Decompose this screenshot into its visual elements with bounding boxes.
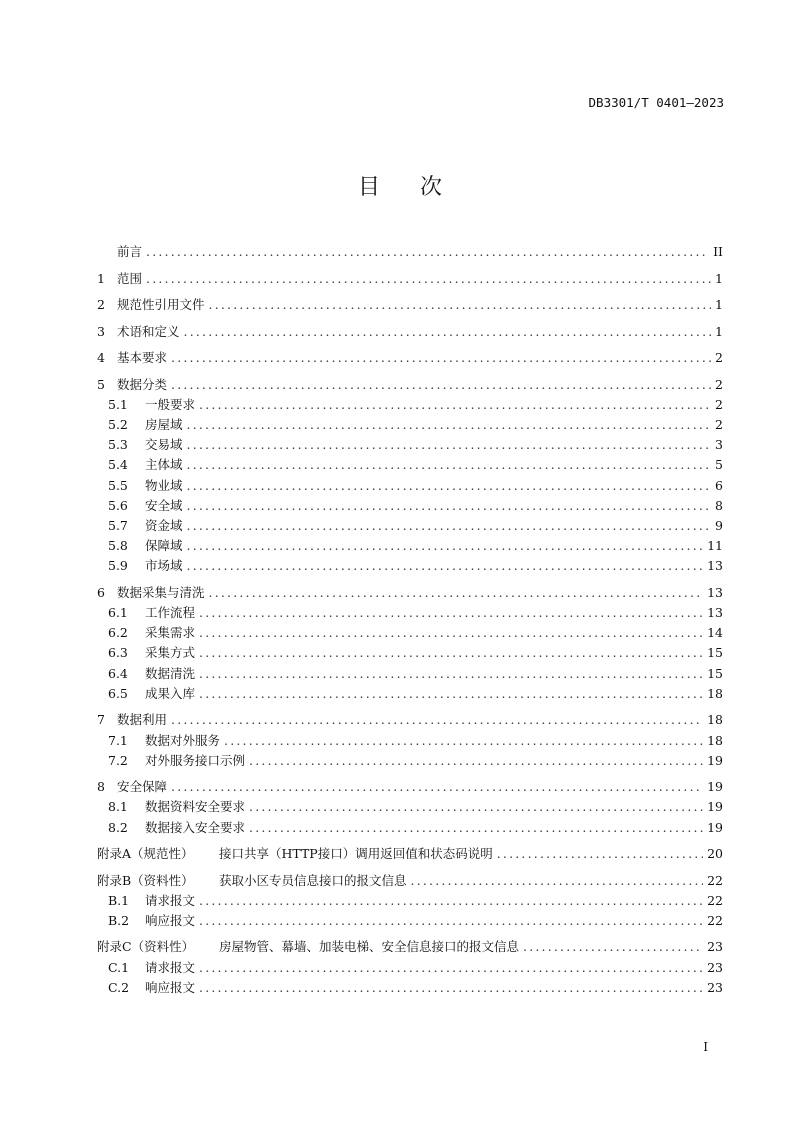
dot-leader <box>209 583 704 603</box>
toc-entry-page: 1 <box>715 270 723 286</box>
toc-entry-label: 响应报文 <box>145 912 196 928</box>
toc-entry[interactable] <box>97 710 723 730</box>
dot-leader <box>171 710 703 730</box>
toc-entry-page: 2 <box>715 376 723 392</box>
toc-entry-number: 5.7 <box>108 518 128 534</box>
dot-leader <box>187 516 712 536</box>
toc-entry-page: 18 <box>707 732 723 748</box>
dot-leader <box>187 415 712 435</box>
toc-entry[interactable] <box>97 844 723 864</box>
toc-entry-number: 6.1 <box>108 605 128 621</box>
toc-entry[interactable] <box>97 871 723 891</box>
dot-leader <box>171 348 711 368</box>
toc-entry-page: 13 <box>707 584 723 600</box>
toc-entry-number: 5.8 <box>108 538 128 554</box>
toc-entry-label: 物业域 <box>145 477 183 493</box>
toc-entry[interactable] <box>97 731 723 751</box>
dot-leader <box>199 395 711 415</box>
toc-entry-number: 1 <box>97 270 105 286</box>
toc-entry-number: B.1 <box>108 892 130 908</box>
toc-entry-page: 2 <box>715 350 723 366</box>
toc-entry-number: 5.5 <box>108 477 128 493</box>
toc-entry-label: 请求报文 <box>145 959 196 975</box>
toc-entry-number: 6.5 <box>108 685 128 701</box>
toc-entry[interactable] <box>97 751 723 771</box>
toc-entry-label: 数据接入安全要求 <box>145 819 246 835</box>
toc-entry-number: 5.1 <box>108 396 128 412</box>
toc-entry[interactable] <box>97 415 723 435</box>
toc-entry[interactable] <box>97 937 723 957</box>
toc-entry[interactable] <box>97 556 723 576</box>
toc-entry-page: 19 <box>707 752 723 768</box>
toc-entry-number: 5.6 <box>108 497 128 513</box>
dot-leader <box>249 751 703 771</box>
toc-entry-number: 6.3 <box>108 645 128 661</box>
toc-entry[interactable] <box>97 643 723 663</box>
toc-entry-page: 22 <box>707 872 723 888</box>
toc-entry-number: 附录B（资料性） <box>97 872 194 888</box>
toc-entry-page: 23 <box>707 959 723 975</box>
toc-entry-label: 规范性引用文件 <box>117 297 205 313</box>
toc-entry[interactable] <box>97 348 723 368</box>
toc-entry[interactable] <box>97 664 723 684</box>
toc-entry-page: 9 <box>715 518 723 534</box>
toc-entry-page: 14 <box>707 625 723 641</box>
dot-leader <box>199 684 703 704</box>
toc-entry[interactable] <box>97 583 723 603</box>
toc-entry[interactable] <box>97 911 723 931</box>
toc-entry-number: 5.3 <box>108 437 128 453</box>
toc-entry-label: 采集需求 <box>145 625 196 641</box>
toc-entry-number: 8 <box>97 779 105 795</box>
toc-entry-page: 15 <box>707 665 723 681</box>
dot-leader <box>199 891 703 911</box>
toc-entry-page: 1 <box>715 297 723 313</box>
toc-entry[interactable] <box>97 395 723 415</box>
toc-entry-number: B.2 <box>108 912 130 928</box>
toc-entry-number: 6 <box>97 584 105 600</box>
dot-leader <box>199 664 703 684</box>
toc-entry-label: 响应报文 <box>145 979 196 995</box>
toc-entry[interactable] <box>97 242 723 262</box>
toc-entry-label: 接口共享（HTTP接口）调用返回值和状态码说明 <box>219 846 493 862</box>
toc-entry-label: 市场域 <box>145 558 183 574</box>
dot-leader <box>497 844 703 864</box>
toc-entry[interactable] <box>97 536 723 556</box>
dot-leader <box>146 269 711 289</box>
toc-entry-label: 工作流程 <box>145 605 196 621</box>
toc-entry-page: 11 <box>707 538 723 554</box>
dot-leader <box>187 536 704 556</box>
toc-entry[interactable] <box>97 476 723 496</box>
dot-leader <box>187 435 712 455</box>
toc-entry-page: 15 <box>707 645 723 661</box>
toc-entry-number: 7.1 <box>108 732 128 748</box>
dot-leader <box>171 375 711 395</box>
toc-entry-label: 数据利用 <box>117 712 168 728</box>
toc-entry-page: 3 <box>715 437 723 453</box>
dot-leader <box>187 455 712 475</box>
dot-leader <box>187 476 712 496</box>
dot-leader <box>199 603 703 623</box>
toc-entry-page: 1 <box>715 323 723 339</box>
toc-entry[interactable] <box>97 322 723 342</box>
toc-entry-page: 13 <box>707 558 723 574</box>
dot-leader <box>249 818 703 838</box>
dot-leader <box>199 911 703 931</box>
toc-entry-number: 7 <box>97 712 105 728</box>
dot-leader <box>199 623 703 643</box>
toc-entry-label: 房屋域 <box>145 417 183 433</box>
toc-entry-label: 前言 <box>117 244 143 260</box>
toc-entry-number: 5.4 <box>108 457 128 473</box>
toc-entry-label: 一般要求 <box>145 396 196 412</box>
toc-entry-label: 安全保障 <box>117 779 168 795</box>
toc-entry-page: 5 <box>715 457 723 473</box>
toc-entry-page: 22 <box>707 912 723 928</box>
toc-entry[interactable] <box>97 797 723 817</box>
table-of-contents <box>97 236 723 998</box>
toc-entry-label: 术语和定义 <box>117 323 180 339</box>
dot-leader <box>224 731 703 751</box>
dot-leader <box>187 496 712 516</box>
toc-entry-number: 8.2 <box>108 819 128 835</box>
toc-entry-page: 23 <box>707 979 723 995</box>
toc-entry[interactable] <box>97 516 723 536</box>
toc-entry-number: C.2 <box>108 979 130 995</box>
toc-entry-label: 资金域 <box>145 518 183 534</box>
toc-entry-label: 数据清洗 <box>145 665 196 681</box>
toc-entry-label: 数据采集与清洗 <box>117 584 205 600</box>
toc-entry-page: 13 <box>707 605 723 621</box>
dot-leader <box>523 937 703 957</box>
dot-leader <box>199 958 703 978</box>
toc-entry-label: 交易域 <box>145 437 183 453</box>
toc-entry-label: 范围 <box>117 270 143 286</box>
toc-entry-label: 主体域 <box>145 457 183 473</box>
toc-entry[interactable] <box>97 375 723 395</box>
toc-entry[interactable] <box>97 455 723 475</box>
toc-entry-page: 2 <box>715 417 723 433</box>
toc-entry[interactable] <box>97 603 723 623</box>
toc-entry-page: 18 <box>707 712 723 728</box>
toc-entry-number: 5.2 <box>108 417 128 433</box>
page-title: 目次 <box>357 175 482 200</box>
toc-entry-label: 获取小区专员信息接口的报文信息 <box>219 872 407 888</box>
dot-leader <box>171 777 703 797</box>
toc-entry-label: 数据资料安全要求 <box>145 799 246 815</box>
toc-entry-number: 8.1 <box>108 799 128 815</box>
toc-entry-number: 5.9 <box>108 558 128 574</box>
page-number: I <box>703 1040 708 1054</box>
dot-leader <box>199 978 703 998</box>
toc-entry[interactable] <box>97 623 723 643</box>
toc-entry-page: 19 <box>707 799 723 815</box>
toc-entry-page: 19 <box>707 819 723 835</box>
toc-entry-page: II <box>713 244 723 260</box>
toc-entry[interactable] <box>97 435 723 455</box>
toc-entry-page: 8 <box>715 497 723 513</box>
toc-entry-page: 19 <box>707 779 723 795</box>
toc-entry-label: 基本要求 <box>117 350 168 366</box>
toc-entry-label: 请求报文 <box>145 892 196 908</box>
toc-entry-label: 数据对外服务 <box>145 732 221 748</box>
toc-entry[interactable] <box>97 958 723 978</box>
dot-leader <box>184 322 712 342</box>
toc-entry-label: 成果入库 <box>145 685 196 701</box>
toc-entry-page: 2 <box>715 396 723 412</box>
toc-entry[interactable] <box>97 818 723 838</box>
toc-entry-label: 采集方式 <box>145 645 196 661</box>
toc-entry[interactable] <box>97 978 723 998</box>
toc-entry-number: 5 <box>97 376 105 392</box>
toc-entry-label: 对外服务接口示例 <box>145 752 246 768</box>
toc-entry[interactable] <box>97 891 723 911</box>
toc-entry-label: 保障域 <box>145 538 183 554</box>
dot-leader <box>146 242 709 262</box>
dot-leader <box>187 556 704 576</box>
toc-entry-number: 附录A（规范性） <box>97 846 194 862</box>
toc-entry-number: 2 <box>97 297 105 313</box>
toc-entry[interactable] <box>97 684 723 704</box>
toc-entry[interactable] <box>97 295 723 315</box>
dot-leader <box>411 871 704 891</box>
toc-entry-page: 20 <box>707 846 723 862</box>
toc-entry[interactable] <box>97 777 723 797</box>
toc-entry[interactable] <box>97 269 723 289</box>
dot-leader <box>249 797 703 817</box>
dot-leader <box>199 643 703 663</box>
toc-entry-number: 3 <box>97 323 105 339</box>
document-number: DB3301/T 0401—2023 <box>588 95 724 110</box>
toc-entry-label: 房屋物管、幕墙、加装电梯、安全信息接口的报文信息 <box>219 939 520 955</box>
toc-entry-number: C.1 <box>108 959 130 975</box>
toc-entry-page: 18 <box>707 685 723 701</box>
toc-entry-label: 数据分类 <box>117 376 168 392</box>
toc-entry-number: 附录C（资料性） <box>97 939 195 955</box>
toc-entry-number: 6.2 <box>108 625 128 641</box>
toc-entry-number: 4 <box>97 350 105 366</box>
dot-leader <box>209 295 712 315</box>
toc-entry-number: 6.4 <box>108 665 128 681</box>
toc-entry-page: 6 <box>715 477 723 493</box>
toc-entry-page: 23 <box>707 939 723 955</box>
toc-entry-number: 7.2 <box>108 752 128 768</box>
toc-entry-page: 22 <box>707 892 723 908</box>
toc-entry-label: 安全域 <box>145 497 183 513</box>
toc-entry[interactable] <box>97 496 723 516</box>
